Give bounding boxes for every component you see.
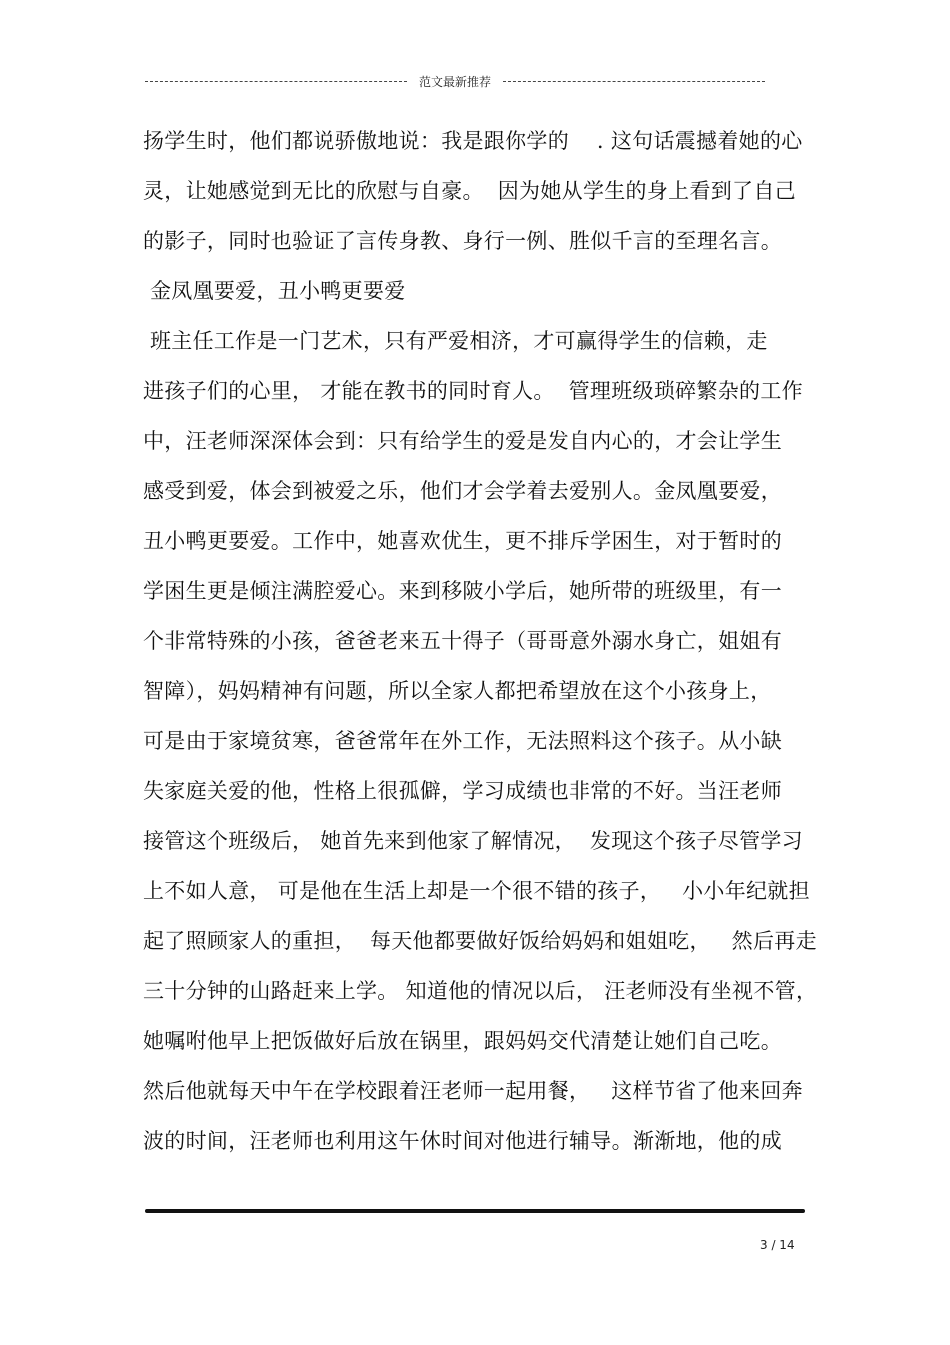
text-line: 班主任工作是一门艺术，只有严爱相济，才可赢得学生的信赖，走: [143, 329, 768, 353]
text-line: 上不如人意， 可是他在生活上却是一个很不错的孩子， 小小年纪就担: [143, 879, 810, 903]
footer-rule: [145, 1209, 805, 1213]
text-line: 扬学生时，他们都说骄傲地说：我是跟你学的 . 这句话震撼着她的心: [143, 129, 803, 153]
text-line: 然后他就每天中午在学校跟着汪老师一起用餐， 这样节省了他来回奔: [143, 1079, 803, 1103]
header-dash-right: [503, 81, 765, 82]
header-title: 范文最新推荐: [419, 74, 492, 89]
text-line: 智障），妈妈精神有问题，所以全家人都把希望放在这个小孩身上，: [143, 679, 772, 703]
text-line: 学困生更是倾注满腔爱心。来到移陂小学后，她所带的班级里，有一: [143, 579, 782, 603]
page-number: 3 / 14: [760, 1238, 795, 1252]
text-line: 的影子，同时也验证了言传身教、身行一例、胜似千言的至理名言。: [143, 229, 782, 253]
text-line: 灵，让她感觉到无比的欣慰与自豪。 因为她从学生的身上看到了自己: [143, 179, 796, 203]
text-line: 失家庭关爱的他，性格上很孤僻，学习成绩也非常的不好。当汪老师: [143, 779, 782, 803]
text-line: 接管这个班级后， 她首先来到他家了解情况， 发现这个孩子尽管学习: [143, 829, 803, 853]
body-text: [143, 121, 818, 1171]
text-line: 她嘱咐他早上把饭做好后放在锅里，跟妈妈交代清楚让她们自己吃。: [143, 1029, 782, 1053]
text-line: 波的时间，汪老师也利用这午休时间对他进行辅导。渐渐地，他的成: [143, 1129, 782, 1153]
text-line: 感受到爱，体会到被爱之乐，他们才会学着去爱别人。金凤凰要爱，: [143, 479, 782, 503]
text-line: 进孩子们的心里， 才能在教书的同时育人。 管理班级琐碎繁杂的工作: [143, 379, 803, 403]
page-header: [145, 70, 765, 92]
text-line: 起了照顾家人的重担， 每天他都要做好饭给妈妈和姐姐吃， 然后再走: [143, 929, 817, 953]
section-heading: 金凤凰要爱，丑小鸭更要爱: [143, 279, 406, 303]
text-line: 丑小鸭更要爱。工作中，她喜欢优生，更不排斥学困生，对于暂时的: [143, 529, 782, 553]
text-line: 三十分钟的山路赶来上学。 知道他的情况以后， 汪老师没有坐视不管，: [143, 979, 818, 1003]
text-line: 个非常特殊的小孩，爸爸老来五十得子（哥哥意外溺水身亡，姐姐有: [143, 629, 782, 653]
text-line: 可是由于家境贫寒，爸爸常年在外工作，无法照料这个孩子。从小缺: [143, 729, 782, 753]
text-line: 中，汪老师深深体会到：只有给学生的爱是发自内心的，才会让学生: [143, 429, 782, 453]
header-dash-left: [145, 81, 407, 82]
